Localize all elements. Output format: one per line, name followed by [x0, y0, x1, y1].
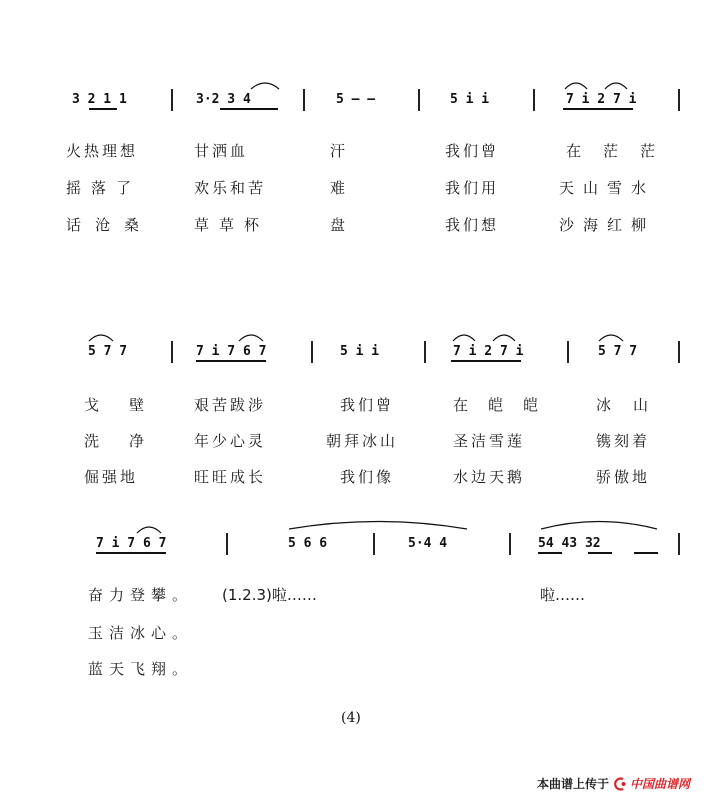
- lyric: 难: [330, 179, 349, 197]
- lyric: 汗: [330, 142, 349, 160]
- lyric: 火热理想: [66, 142, 139, 160]
- footer-watermark: [537, 775, 690, 792]
- measure: 7 i 7 6 7: [196, 344, 267, 359]
- lyric: 奋力登攀。: [88, 586, 194, 604]
- lyric: 蓝天飞翔。: [88, 660, 194, 678]
- measure: 3·2 3 4: [196, 92, 251, 107]
- bar-line: [418, 89, 420, 111]
- slur: [238, 332, 264, 342]
- bar-line: [678, 89, 680, 111]
- measure: 5 — —: [336, 92, 376, 107]
- underline: [451, 360, 521, 362]
- lyric: 草草杯: [194, 216, 270, 234]
- lyric: 玉洁冰心。: [88, 624, 194, 642]
- lyric: 我们用: [445, 179, 500, 197]
- slur: [88, 332, 114, 342]
- measure: 7 i 7 6 7: [96, 536, 167, 551]
- bar-line: [226, 533, 228, 555]
- lyric: 倔强地: [84, 468, 139, 486]
- bar-line: [567, 341, 569, 363]
- measure: 5·4 4: [408, 536, 448, 551]
- slur: [564, 80, 588, 90]
- measure: 5 6 6: [288, 536, 328, 551]
- lyric: 骄傲地: [596, 468, 651, 486]
- lyric: 天山雪水: [559, 179, 656, 197]
- lyric: 我们像: [340, 468, 395, 486]
- lyric: 圣洁雪莲: [453, 432, 526, 450]
- measure: 5 7 7: [88, 344, 128, 359]
- lyric: 我们曾: [445, 142, 500, 160]
- lyric: 在皑皑: [453, 396, 559, 414]
- lyric: (1.2.3)啦……: [222, 586, 317, 604]
- underline: [588, 552, 612, 554]
- lyric: 朝拜冰山: [326, 432, 399, 450]
- lyric: 甘洒血: [194, 142, 249, 160]
- bar-line: [171, 341, 173, 363]
- measure: 5 7 7: [598, 344, 638, 359]
- measure: 7 i 2 7 i: [566, 92, 637, 107]
- lyric: 话沧桑: [66, 216, 154, 234]
- lyric: 水边天鹅: [453, 468, 526, 486]
- slur: [540, 518, 658, 530]
- bar-line: [678, 533, 680, 555]
- measure: 5 i i: [340, 344, 380, 359]
- bar-line: [533, 89, 535, 111]
- measure: 7 i 2 7 i: [453, 344, 524, 359]
- measure: 54 43 32: [538, 536, 601, 551]
- page-number: (4): [341, 710, 361, 726]
- lyric: 沙海红柳: [559, 216, 656, 234]
- lyric: 欢乐和苦: [194, 179, 267, 197]
- lyric: 旺旺成长: [194, 468, 267, 486]
- lyric: 艰苦跋涉: [194, 396, 267, 414]
- slur: [288, 518, 468, 530]
- lyric: 洗净: [84, 432, 175, 450]
- underline: [89, 108, 117, 110]
- slur: [604, 80, 628, 90]
- lyric: 戈壁: [84, 396, 175, 414]
- underline: [196, 360, 266, 362]
- slur: [598, 332, 624, 342]
- lyric: 盘: [330, 216, 349, 234]
- lyric: 在茫茫: [566, 142, 678, 160]
- lyric: 冰山: [596, 396, 671, 414]
- slur: [136, 524, 162, 534]
- underline: [634, 552, 658, 554]
- lyric: 啦……: [540, 586, 586, 604]
- bar-line: [311, 341, 313, 363]
- measure: 3 2 1 1: [72, 92, 127, 107]
- bar-line: [509, 533, 511, 555]
- bar-line: [171, 89, 173, 111]
- upload-note: 本曲谱上传于: [537, 777, 610, 791]
- underline: [96, 552, 166, 554]
- bar-line: [373, 533, 375, 555]
- slur: [250, 80, 280, 90]
- site-logo-icon: [613, 777, 629, 791]
- lyric: 摇落了: [66, 179, 142, 197]
- bar-line: [303, 89, 305, 111]
- slur: [452, 332, 476, 342]
- lyric: 镌刻着: [596, 432, 651, 450]
- bar-line: [678, 341, 680, 363]
- underline: [538, 552, 562, 554]
- slur: [492, 332, 516, 342]
- underline: [563, 108, 633, 110]
- measure: 5 i i: [450, 92, 490, 107]
- underline: [220, 108, 278, 110]
- lyric: 我们曾: [340, 396, 395, 414]
- bar-line: [424, 341, 426, 363]
- lyric: 年少心灵: [194, 432, 267, 450]
- site-name[interactable]: 中国曲谱网: [630, 777, 691, 791]
- lyric: 我们想: [445, 216, 500, 234]
